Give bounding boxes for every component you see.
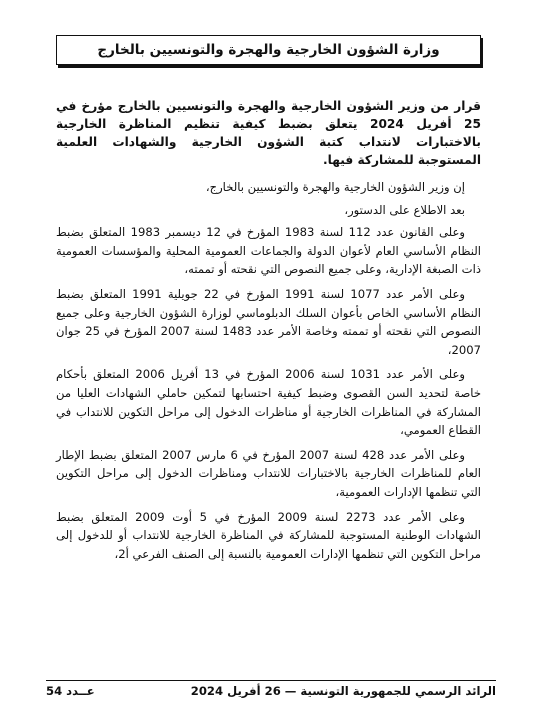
footer-issue-number: عــدد 54 [46,684,95,698]
preamble-paragraph-minister: إن وزير الشؤون الخارجية والهجرة والتونسيين بالخارج، [205,180,465,194]
preamble-paragraph-constitution: بعد الاطلاع على الدستور، [344,202,465,217]
ministry-title-box [56,35,481,65]
preamble-paragraph-decree-2006: وعلى الأمر عدد 1031 لسنة 2006 المؤرخ في 13 أفريل 2006 المتعلق بأحكام خاصة لتحديد السن القصوى وضبط كيفية احتسابها لتمكين حاملي الشهادات العليا من المشاركة في المناظرات الخارجية أو مناظرات الدخول إلى مراحل التكوين للانتداب في القطاع العمومي، [56,367,481,438]
preamble-paragraph-decree-2007: وعلى الأمر عدد 428 لسنة 2007 المؤرخ في 6 مارس 2007 المتعلق بضبط الإطار العام للمناظرات الخارجية بالاختبارات للانتداب ومناظرات الدخول إلى مراحل التكوين التي تنظمها الإدارات العمومية، [56,447,481,499]
footer-divider [46,680,496,681]
preamble-paragraph-decree-2009: وعلى الأمر عدد 2273 لسنة 2009 المؤرخ في 5 أوت 2009 المتعلق بضبط الشهادات الوطنية المستوجبة للمشاركة في المناظرة الخارجية للانتداب أو للدخول إلى مراحل التكوين التي تنظمها الإدارات العمومية بالنسبة إلى الصنف الفرعي أ2، [56,509,481,561]
decision-heading: قرار من وزير الشؤون الخارجية والهجرة والتونسيين بالخارج مؤرخ في 25 أفريل 2024 يتعلق بضبط كيفية تنظيم المناظرة الخارجية بالاختبارات لانتداب كتبة الشؤون الخارجية والشهادات العلمية المستوجبة للمشاركة فيها. [56,99,481,167]
footer-journal-title: الرائد الرسمي للجمهورية التونسية — 26 أفريل 2024 [190,684,496,698]
page-footer [46,684,496,704]
preamble-body [56,178,481,569]
preamble-paragraph-law-1983: وعلى القانون عدد 112 لسنة 1983 المؤرخ في 12 ديسمبر 1983 المتعلق بضبط النظام الأساسي العام لأعوان الدولة والجماعات العمومية المحلية والمؤسسات العمومية ذات الصبغة الإدارية، وعلى جميع النصوص التي نقحته أو تممته، [56,225,481,277]
preamble-paragraph-decree-1991: وعلى الأمر عدد 1077 لسنة 1991 المؤرخ في 22 جويلية 1991 المتعلق بضبط النظام الأساسي الخاص بأعوان السلك الدبلوماسي لوزارة الشؤون الخارجية وعلى جميع النصوص التي نقحته أو تممته وخاصة الأمر عدد 1483 لسنة 2007 المؤرخ في 25 جوان 2007، [56,286,482,357]
ministry-title: وزارة الشؤون الخارجية والهجرة والتونسيين بالخارج [97,42,440,58]
